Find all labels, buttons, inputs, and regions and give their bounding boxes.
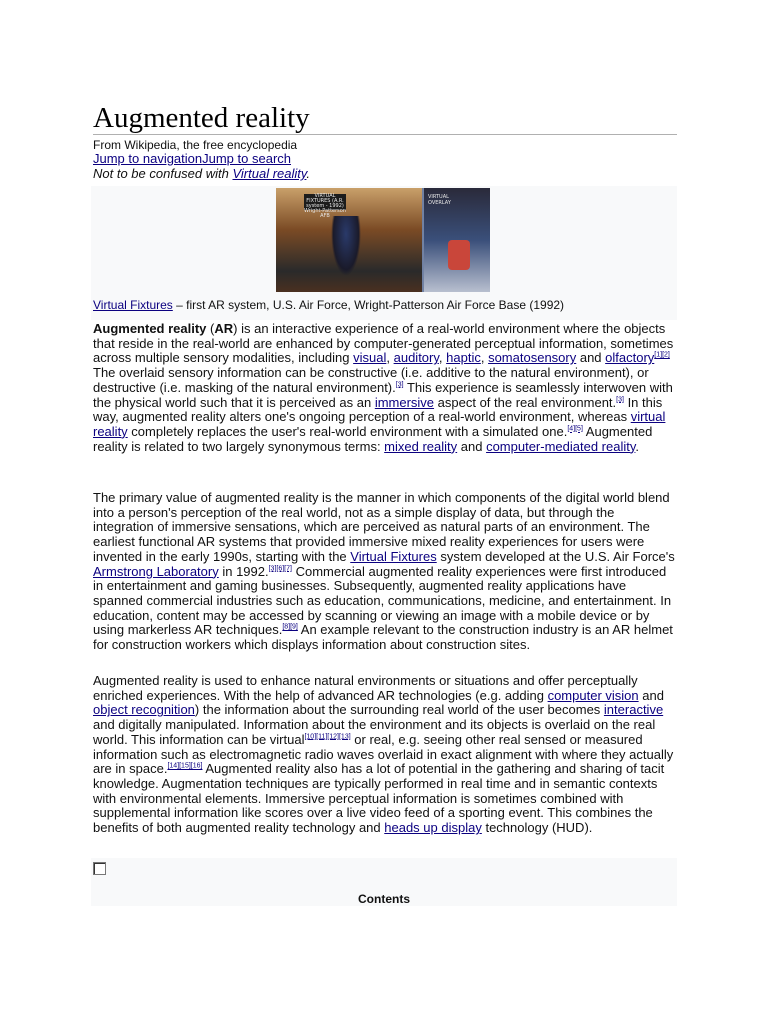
- citation-link[interactable]: [3]: [616, 396, 624, 404]
- citation-link[interactable]: [8][9]: [282, 624, 298, 631]
- citation-link[interactable]: [4][5]: [567, 425, 583, 433]
- citation-link[interactable]: [3]: [395, 381, 404, 389]
- intro-paragraph-3: Augmented reality is used to enhance natural environments or situations and offer perceptually enriched experiences. With the help of advanced AR technologies (e.g. adding computer vision and object recognition) the information about the surrounding real world of the user becomes interactive and digitally manipulated. Information about the environment and its objects is overlaid on the real world. This information can be virtual[10][11][12][13] or real, e.g. seeing other real sensed or measured information such as electromagnetic radio waves overlaid in exact alignment with where they actually are in space.[14][15][16] Augmented reality also has a lot of potential in the gathering and sharing of tacit knowledge. Augmentation techniques are typically performed in real time and in semantic contexts with environmental elements. Immersive perceptual information is sometimes combined with supplemental information like scores over a live video feed of a sporting event. This combines the benefits of both augmented reality technology and heads up display technology (HUD).: [93, 673, 674, 836]
- image-red-object: [448, 240, 470, 270]
- image-sign: VIRTUAL FIXTURES (A.R. system - 1992) Wright-Patterson AFB: [304, 193, 347, 219]
- title-divider: [93, 134, 677, 135]
- site-subtitle: From Wikipedia, the free encyclopedia: [93, 138, 298, 152]
- computer-mediated-reality-link[interactable]: computer-mediated reality: [486, 438, 636, 454]
- mixed-reality-link[interactable]: mixed reality: [384, 438, 458, 454]
- immersive-link[interactable]: immersive: [374, 394, 435, 410]
- virtual-fixtures-caption-link[interactable]: Virtual Fixtures: [93, 298, 173, 312]
- intro-paragraph-1: Augmented reality (AR) is an interactive experience of a real-world environment where the objects that reside in the real-world are enhanced by computer-generated perceptual information, sometimes across multiple sensory modalities, including visual, auditory, haptic, somatosensory and olfactory[1][2] The overlaid sensory information can be constructive (i.e. additive to the natural environment), or destructive (i.e. masking of the natural environment).[3] This experience is seamlessly interwoven with the physical world such that it is perceived as an immersive aspect of the real environment.[3] In this way, augmented reality alters one's ongoing perception of a real-world environment, whereas virtual reality completely replaces the user's real-world environment with a simulated one.[4][5] Augmented reality is related to two largely synonymous terms: mixed reality and computer-mediated reality.: [93, 321, 674, 454]
- interactive-link[interactable]: interactive: [603, 702, 664, 718]
- object-recognition-link[interactable]: object recognition: [93, 702, 195, 718]
- image-operator: [331, 216, 361, 276]
- toc-toggle-checkbox[interactable]: [93, 862, 106, 875]
- visual-link[interactable]: visual: [353, 350, 387, 366]
- haptic-link[interactable]: haptic: [446, 350, 481, 366]
- heads-up-display-link[interactable]: heads up display: [384, 820, 482, 836]
- auditory-link[interactable]: auditory: [393, 350, 439, 366]
- virtual-reality-inline-link[interactable]: virtual reality: [93, 409, 666, 439]
- citation-link[interactable]: [10][11][12][13]: [304, 733, 351, 741]
- image-sign-right: VIRTUAL OVERLAY: [428, 194, 451, 206]
- jump-to-search-link[interactable]: Jump to search: [202, 151, 291, 166]
- citation-link[interactable]: [1][2]: [654, 352, 670, 360]
- computer-vision-link[interactable]: computer vision: [547, 687, 639, 703]
- citation-link[interactable]: [3][6][7]: [268, 565, 292, 573]
- hatnote: Not to be confused with Virtual reality.: [93, 166, 311, 181]
- virtual-fixtures-image[interactable]: [276, 188, 490, 292]
- toc-title: Contents: [358, 892, 410, 906]
- jump-to-navigation-link[interactable]: Jump to navigation: [93, 151, 203, 166]
- armstrong-laboratory-link[interactable]: Armstrong Laboratory: [93, 563, 219, 579]
- somatosensory-link[interactable]: somatosensory: [488, 350, 577, 366]
- page-title: Augmented reality: [93, 102, 310, 134]
- olfactory-link[interactable]: olfactory: [605, 350, 655, 366]
- intro-paragraph-2: The primary value of augmented reality is the manner in which components of the digital world blend into a person's perception of the real world, not as a simple display of data, but through the integration of immersive sensations, which are perceived as natural parts of an environment. The earliest functional AR systems that provided immersive mixed reality experiences for users were invented in the early 1990s, starting with the Virtual Fixtures system developed at the U.S. Air Force's Armstrong Laboratory in 1992.[3][6][7] Commercial augmented reality experiences were first introduced in entertainment and gaming businesses. Subsequently, augmented reality applications have spanned commercial industries such as education, communications, medicine, and entertainment. In education, content may be accessed by scanning or viewing an image with a mobile device or by using markerless AR techniques.[8][9] An example relevant to the construction industry is an AR helmet for construction workers which displays information about construction sites.: [93, 490, 675, 653]
- table-of-contents: [91, 858, 677, 906]
- citation-link[interactable]: [14][15][16]: [167, 762, 203, 770]
- virtual-reality-link[interactable]: Virtual reality: [232, 166, 307, 181]
- jump-links: [93, 151, 291, 166]
- virtual-fixtures-link[interactable]: Virtual Fixtures: [350, 548, 437, 564]
- figure-caption: Virtual Fixtures – first AR system, U.S. Air Force, Wright-Patterson Air Force Base (1992): [93, 298, 565, 312]
